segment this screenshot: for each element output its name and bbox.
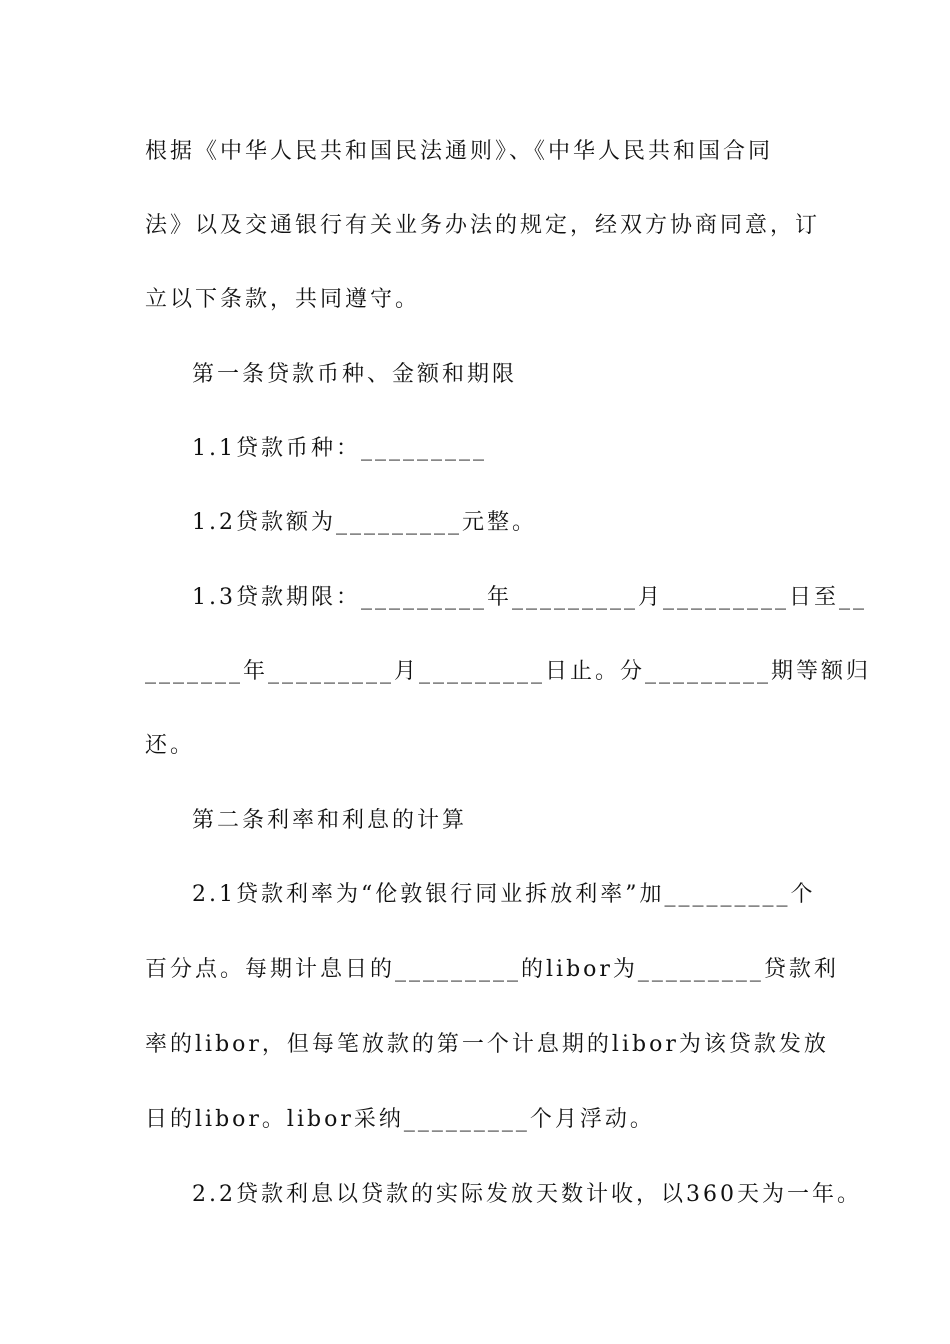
paragraph-line: 根据《中华人民共和国民法通则》、《中华人民共和国合同 <box>145 139 774 164</box>
paragraph-line: 法》以及交通银行有关业务办法的规定，经双方协商同意，订 <box>145 213 821 238</box>
section-heading-2: 第二条利率和利息的计算 <box>192 808 468 833</box>
paragraph-line: 率的libor，但每笔放款的第一个计息期的libor为该贷款发放 <box>145 1032 829 1057</box>
paragraph-line: 日的libor。libor采纳_________个月浮动。 <box>145 1107 655 1132</box>
paragraph-line: 立以下条款，共同遵守。 <box>145 287 421 312</box>
section-heading-1: 第一条贷款币种、金额和期限 <box>192 362 518 387</box>
paragraph-line: 百分点。每期计息日的_________的libor为_________贷款利 <box>145 957 839 982</box>
clause-1-2: 1.2贷款额为_________元整。 <box>192 510 537 535</box>
clause-1-1: 1.1贷款币种：_________ <box>192 436 487 461</box>
clause-1-3: 1.3贷款期限：_________年_________月_________日至__ <box>192 585 867 610</box>
paragraph-line: 还。 <box>145 733 196 758</box>
clause-2-2: 2.2贷款利息以贷款的实际发放天数计收，以360天为一年。 <box>192 1182 862 1207</box>
paragraph-line: _______年_________月_________日止。分_________期等额归 <box>145 659 872 684</box>
clause-2-1: 2.1贷款利率为“伦敦银行同业拆放利率”加_________个 <box>192 882 816 907</box>
